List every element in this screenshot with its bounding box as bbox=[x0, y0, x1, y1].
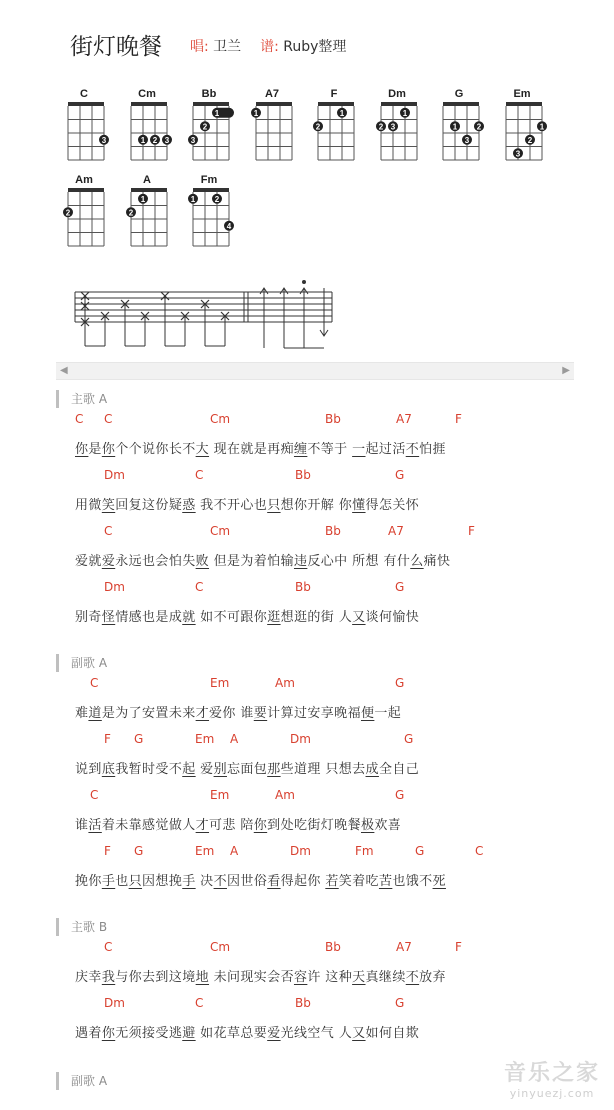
chord-name: C bbox=[80, 88, 88, 100]
fretboard-grid bbox=[127, 188, 175, 250]
finger-dot bbox=[188, 194, 198, 204]
finger-dot bbox=[376, 121, 386, 131]
finger-dot bbox=[537, 121, 547, 131]
fretboard-grid bbox=[189, 102, 237, 164]
chord-line bbox=[0, 524, 614, 540]
svg-text:3: 3 bbox=[464, 135, 470, 145]
finger-dot bbox=[188, 135, 198, 145]
finger-dot bbox=[462, 135, 472, 145]
finger-dot bbox=[400, 108, 410, 118]
chord-symbol: G bbox=[415, 844, 425, 858]
finger-dot bbox=[337, 108, 347, 118]
chord-name: Fm bbox=[200, 174, 218, 186]
chord-name: A7 bbox=[264, 88, 280, 100]
watermark-logo: 音乐之家 bbox=[503, 1061, 600, 1086]
chord-symbol: G bbox=[395, 468, 405, 482]
song-title: 街灯晚餐 bbox=[70, 34, 162, 60]
chord-symbol: F bbox=[455, 940, 462, 954]
finger-dot bbox=[513, 148, 523, 158]
chord-line bbox=[0, 844, 614, 860]
chord-symbol: Dm bbox=[104, 468, 125, 482]
fretboard-grid bbox=[127, 102, 175, 164]
lyric-line: 庆幸我与你去到这境地 未问现实会否容许 这种天真继续不放弃 bbox=[75, 970, 446, 985]
chord-symbol: G bbox=[134, 844, 144, 858]
chord-line bbox=[0, 468, 614, 484]
chord-name: Dm bbox=[388, 88, 406, 100]
chord-symbol: G bbox=[395, 788, 405, 802]
chord-symbol: G bbox=[395, 580, 405, 594]
tab-author: Ruby整理 bbox=[283, 39, 347, 55]
chord-symbol: A bbox=[230, 844, 239, 858]
scroll-right-icon[interactable]: ▶ bbox=[562, 365, 570, 376]
svg-text:2: 2 bbox=[65, 208, 71, 218]
chord-line bbox=[0, 580, 614, 596]
lyric-line: 说到底我暂时受不起 爱别忘面包那些道理 只想去成全自己 bbox=[75, 762, 420, 777]
horizontal-scrollbar[interactable] bbox=[56, 362, 574, 380]
chord-symbol: C bbox=[104, 412, 113, 426]
site-watermark bbox=[504, 1056, 600, 1100]
lyric-line: 用微笑回复这份疑惑 我不开心也只想你开解 你懂得怎关怀 bbox=[75, 498, 420, 513]
svg-text:1: 1 bbox=[339, 108, 345, 118]
chord-symbol: C bbox=[90, 676, 99, 690]
svg-text:1: 1 bbox=[253, 108, 259, 118]
chord-symbol: Bb bbox=[295, 996, 311, 1010]
chord-symbol: Dm bbox=[290, 844, 311, 858]
chord-symbol: Bb bbox=[325, 412, 341, 426]
section-label: 副歌 A bbox=[56, 654, 107, 672]
fretboard-grid bbox=[252, 102, 300, 164]
chord-symbol: F bbox=[455, 412, 462, 426]
svg-text:2: 2 bbox=[128, 208, 134, 218]
svg-text:2: 2 bbox=[315, 122, 321, 132]
svg-text:2: 2 bbox=[476, 122, 482, 132]
svg-text:4: 4 bbox=[226, 221, 232, 231]
strum-pattern bbox=[70, 278, 340, 358]
finger-dot bbox=[138, 135, 148, 145]
svg-text:2: 2 bbox=[527, 135, 533, 145]
chord-line bbox=[0, 732, 614, 748]
chord-line bbox=[0, 788, 614, 804]
chord-name: G bbox=[454, 88, 464, 100]
chord-symbol: A bbox=[230, 732, 239, 746]
svg-text:2: 2 bbox=[214, 194, 220, 204]
svg-text:1: 1 bbox=[214, 108, 220, 118]
lyric-line: 谁活着未靠感觉做人才可悲 陪你到处吃街灯晚餐极欢喜 bbox=[75, 818, 402, 833]
fretboard-grid bbox=[189, 188, 237, 250]
svg-text:2: 2 bbox=[378, 122, 384, 132]
chord-symbol: F bbox=[104, 732, 111, 746]
svg-text:3: 3 bbox=[390, 122, 396, 132]
chord-symbol: C bbox=[90, 788, 99, 802]
chord-symbol: G bbox=[395, 676, 405, 690]
finger-dot bbox=[313, 121, 323, 131]
finger-dot bbox=[63, 207, 73, 217]
scroll-left-icon[interactable]: ◀ bbox=[60, 365, 68, 376]
chord-symbol: C bbox=[195, 580, 204, 594]
chord-symbol: C bbox=[195, 996, 204, 1010]
svg-text:3: 3 bbox=[164, 135, 170, 145]
finger-dot bbox=[126, 207, 136, 217]
singer-name[interactable]: 卫兰 bbox=[213, 39, 242, 55]
chord-name: Bb bbox=[201, 88, 217, 100]
chord-diagrams bbox=[0, 88, 614, 258]
chord-symbol: G bbox=[134, 732, 144, 746]
finger-dot bbox=[450, 121, 460, 131]
chord-name: A bbox=[143, 174, 151, 186]
chord-symbol: Em bbox=[195, 732, 215, 746]
section-label: 副歌 A bbox=[56, 1072, 107, 1090]
chord-symbol: Cm bbox=[210, 412, 231, 426]
chord-line bbox=[0, 676, 614, 692]
chord-name: Am bbox=[75, 174, 93, 186]
chord-symbol: F bbox=[104, 844, 111, 858]
tab-key: 谱: bbox=[260, 39, 279, 55]
chord-symbol: Cm bbox=[210, 524, 231, 538]
svg-text:2: 2 bbox=[152, 135, 158, 145]
svg-text:1: 1 bbox=[452, 122, 458, 132]
finger-dot bbox=[388, 121, 398, 131]
lyric-line: 你是你个个说你长不大 现在就是再痴缠不等于 一起过活不怕捱 bbox=[75, 442, 446, 457]
watermark-domain: yinyuezj.com bbox=[509, 1087, 595, 1100]
lyric-line: 挽你手也只因想挽手 决不因世俗看得起你 若笑着吃苦也饿不死 bbox=[75, 874, 446, 889]
chord-symbol: G bbox=[395, 996, 405, 1010]
chord-symbol: Bb bbox=[325, 524, 341, 538]
chord-name: F bbox=[330, 88, 338, 100]
svg-text:1: 1 bbox=[190, 194, 196, 204]
lyric-line: 别奇怪情感也是成就 如不可跟你逛想逛的街 人又谈何愉快 bbox=[75, 610, 420, 625]
chord-symbol: A7 bbox=[388, 524, 404, 538]
chord-symbol: Em bbox=[195, 844, 215, 858]
chord-symbol: A7 bbox=[396, 412, 412, 426]
finger-dot bbox=[474, 121, 484, 131]
fretboard-grid bbox=[439, 102, 487, 164]
chord-symbol: C bbox=[475, 844, 484, 858]
svg-text:3: 3 bbox=[101, 135, 107, 145]
finger-dot bbox=[200, 121, 210, 131]
chord-line bbox=[0, 940, 614, 956]
lyric-line: 难道是为了安置未来才爱你 谁要计算过安享晚福便一起 bbox=[75, 706, 402, 721]
chord-line bbox=[0, 412, 614, 428]
section-label: 主歌 A bbox=[56, 390, 107, 408]
fretboard-grid bbox=[314, 102, 362, 164]
chord-name: Em bbox=[513, 88, 531, 100]
chord-name: Cm bbox=[138, 88, 156, 100]
chord-symbol: Bb bbox=[295, 468, 311, 482]
finger-dot bbox=[162, 135, 172, 145]
svg-text:3: 3 bbox=[515, 149, 521, 159]
fretboard-grid bbox=[502, 102, 550, 164]
svg-text:2: 2 bbox=[202, 122, 208, 132]
fretboard-grid bbox=[377, 102, 425, 164]
chord-symbol: Dm bbox=[104, 580, 125, 594]
lyric-line: 遇着你无须接受逃避 如花草总要爱光线空气 人又如何自欺 bbox=[75, 1026, 420, 1041]
chord-symbol: Dm bbox=[290, 732, 311, 746]
finger-dot bbox=[251, 108, 261, 118]
finger-dot bbox=[525, 135, 535, 145]
finger-dot bbox=[224, 221, 234, 231]
chord-symbol: G bbox=[404, 732, 414, 746]
fretboard-grid bbox=[64, 188, 112, 250]
chord-line bbox=[0, 996, 614, 1012]
chord-symbol: A7 bbox=[396, 940, 412, 954]
chord-symbol: Cm bbox=[210, 940, 231, 954]
chord-symbol: C bbox=[104, 940, 113, 954]
chord-symbol: Am bbox=[275, 788, 295, 802]
svg-text:3: 3 bbox=[190, 135, 196, 145]
finger-dot bbox=[150, 135, 160, 145]
finger-dot bbox=[99, 135, 109, 145]
chord-symbol: C bbox=[75, 412, 84, 426]
chord-symbol: Fm bbox=[355, 844, 374, 858]
chord-symbol: Am bbox=[275, 676, 295, 690]
finger-dot bbox=[212, 194, 222, 204]
chord-symbol: C bbox=[104, 524, 113, 538]
svg-text:1: 1 bbox=[140, 194, 146, 204]
svg-text:1: 1 bbox=[140, 135, 146, 145]
finger-dot bbox=[138, 194, 148, 204]
fretboard-grid bbox=[64, 102, 112, 164]
chord-symbol: Bb bbox=[325, 940, 341, 954]
chord-symbol: Em bbox=[210, 676, 230, 690]
chord-symbol: F bbox=[468, 524, 475, 538]
svg-text:1: 1 bbox=[402, 108, 408, 118]
chord-symbol: Em bbox=[210, 788, 230, 802]
svg-text:1: 1 bbox=[539, 122, 545, 132]
song-meta bbox=[190, 36, 346, 56]
singer-key: 唱: bbox=[190, 39, 209, 55]
chord-symbol: Dm bbox=[104, 996, 125, 1010]
lyric-line: 爱就爱永远也会怕失败 但是为着怕输违反心中 所想 有什么痛快 bbox=[75, 554, 451, 569]
chord-symbol: C bbox=[195, 468, 204, 482]
section-label: 主歌 B bbox=[56, 918, 107, 936]
chord-symbol: Bb bbox=[295, 580, 311, 594]
